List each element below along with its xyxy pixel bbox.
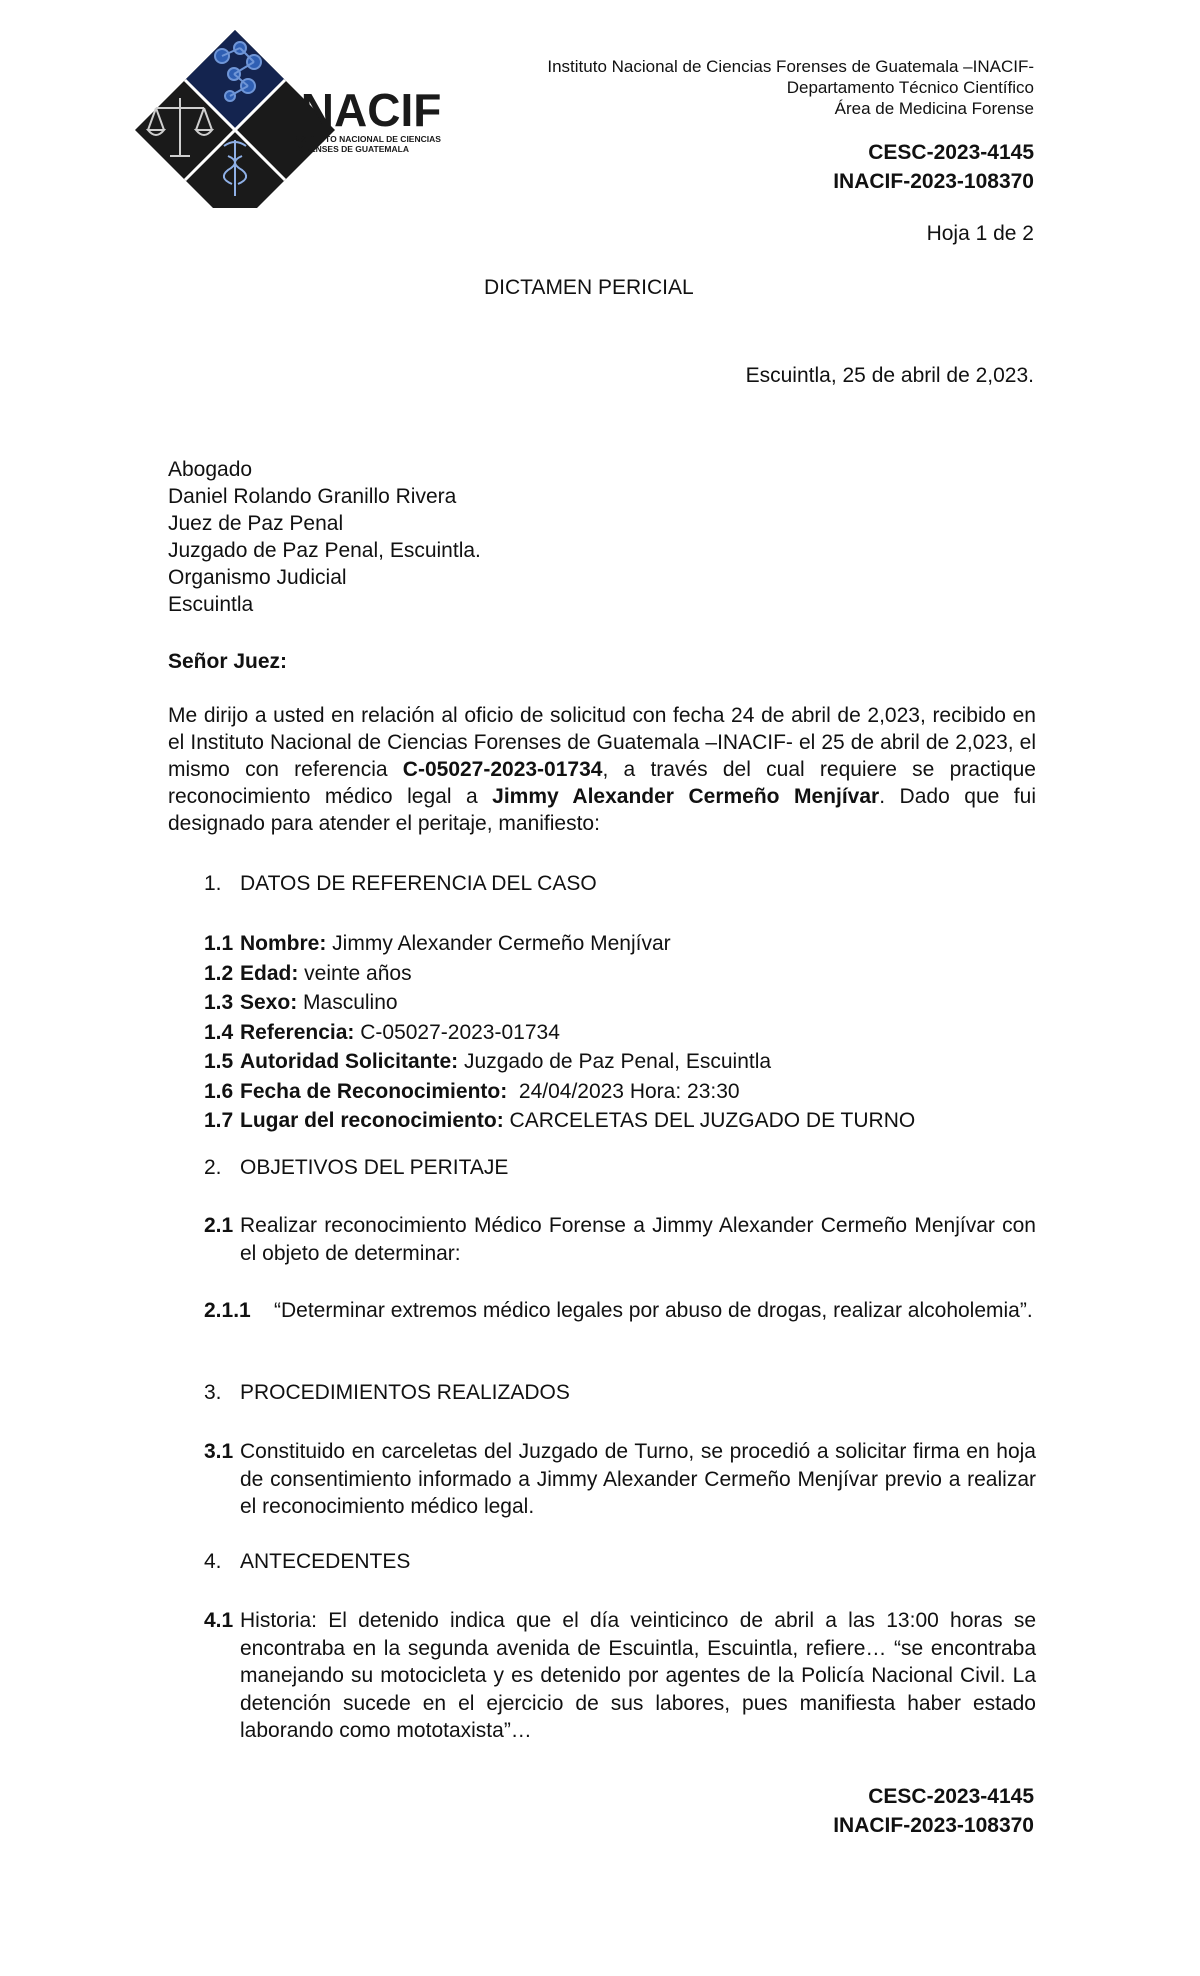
intro-text: . Dado que fui designado para atender el peritaje, manifiesto: <box>168 785 1036 835</box>
salutation: Señor Juez: <box>168 650 288 673</box>
paragraph-text: “Determinar extremos médico legales por abuso de drogas, realizar alcoholemia”. <box>274 1299 1033 1322</box>
document-title: DICTAMEN PERICIAL <box>484 276 694 299</box>
section-heading-1 <box>204 872 597 896</box>
intro-paragraph <box>168 702 1036 837</box>
case-codes-bottom <box>833 1782 1034 1840</box>
list-item: 1.6 Fecha de Reconocimiento: 24/04/2023 Hora: 23:30 <box>204 1079 740 1103</box>
intro-text: , a través del cual requiere se practique reconocimiento médico legal a <box>168 758 1036 808</box>
area-name: Área de Medicina Forense <box>834 99 1034 118</box>
department-name: Departamento Técnico Científico <box>786 78 1034 97</box>
intro-subject-name: Jimmy Alexander Cermeño Menjívar <box>492 785 880 808</box>
list-item: 1.3 Sexo: Masculino <box>204 991 398 1014</box>
paragraph-number: 2.1 <box>204 1214 234 1237</box>
paragraph-number: 3.1 <box>204 1440 234 1463</box>
section-number: 1. <box>204 872 222 895</box>
paragraph-4-1 <box>204 1607 1036 1745</box>
list-item: 1.4 Referencia: C-05027-2023-01734 <box>204 1020 560 1044</box>
paragraph-text: Historia: El detenido indica que el día veinticinco de abril a las 13:00 horas se encontraba en la segunda avenida de Escuintla, Escuintla, refiere… “se encontraba manejando su motocicleta y es detenido por agentes de la Policía Nacional Civil. La detención sucede en el ejercicio de sus labores, pues manifiesta haber estado laborando como mototaxista”… <box>240 1609 1036 1742</box>
section-title: ANTECEDENTES <box>240 1550 411 1573</box>
addressee-line: Escuintla <box>168 593 254 616</box>
page-counter: Hoja 1 de 2 <box>926 222 1034 245</box>
section-title: PROCEDIMIENTOS REALIZADOS <box>240 1381 570 1404</box>
section-heading-4 <box>204 1550 410 1574</box>
addressee-line: Abogado <box>168 458 253 481</box>
section-number: 3. <box>204 1381 222 1404</box>
section-title: DATOS DE REFERENCIA DEL CASO <box>240 872 597 895</box>
inacif-logo <box>130 28 470 208</box>
paragraph-2-1-1 <box>204 1297 1036 1325</box>
section-heading-2 <box>204 1156 508 1180</box>
cesc-code: CESC-2023-4145 <box>868 1785 1034 1808</box>
case-codes-top <box>833 138 1034 196</box>
addressee-line: Juzgado de Paz Penal, Escuintla. <box>168 539 481 562</box>
list-item: 1.2 Edad: veinte años <box>204 961 412 985</box>
institution-header <box>547 56 1034 119</box>
paragraph-text: Realizar reconocimiento Médico Forense a Jimmy Alexander Cermeño Menjívar con el objeto de determinar: <box>240 1214 1036 1265</box>
inacif-code: INACIF-2023-108370 <box>833 1814 1034 1837</box>
intro-reference: C-05027-2023-01734 <box>402 758 603 781</box>
cesc-code: CESC-2023-4145 <box>868 141 1034 164</box>
paragraph-number: 2.1.1 <box>204 1299 251 1322</box>
paragraph-number: 4.1 <box>204 1609 234 1632</box>
section-number: 4. <box>204 1550 222 1573</box>
addressee-line: Juez de Paz Penal <box>168 512 344 535</box>
case-reference-list <box>204 929 1036 1136</box>
logo-subtitle-line1: INSTITUTO NACIONAL DE CIENCIAS <box>292 134 441 144</box>
inacif-code: INACIF-2023-108370 <box>833 170 1034 193</box>
date-line: Escuintla, 25 de abril de 2,023. <box>745 364 1034 387</box>
paragraph-text: Constituido en carceletas del Juzgado de Turno, se procedió a solicitar firma en hoja de consentimiento informado a Jimmy Alexander Cermeño Menjívar previo a realizar el reconocimiento médico legal. <box>240 1440 1036 1518</box>
addressee-line: Daniel Rolando Granillo Rivera <box>168 485 457 508</box>
logo-brand-text: INACIF <box>288 84 442 136</box>
list-item: 1.7 Lugar del reconocimiento: CARCELETAS DEL JUZGADO DE TURNO <box>204 1109 916 1132</box>
logo-subtitle-line2: FORENSES DE GUATEMALA <box>292 144 409 154</box>
section-number: 2. <box>204 1156 222 1179</box>
intro-text: Me dirijo a usted en relación al oficio de solicitud con fecha 24 de abril de 2,023, recibido en el Instituto Nacional de Ciencias Forenses de Guatemala –INACIF- el 25 de abril de 2,023, el mismo con referencia <box>168 704 1036 781</box>
addressee-block <box>168 456 1036 618</box>
institution-name: Instituto Nacional de Ciencias Forenses de Guatemala –INACIF- <box>547 57 1034 76</box>
paragraph-3-1 <box>204 1438 1036 1521</box>
addressee-line: Organismo Judicial <box>168 566 347 589</box>
section-heading-3 <box>204 1381 570 1405</box>
list-item: 1.5 Autoridad Solicitante: Juzgado de Paz Penal, Escuintla <box>204 1050 772 1073</box>
list-item: 1.1 Nombre: Jimmy Alexander Cermeño Menjívar <box>204 932 671 955</box>
paragraph-2-1 <box>204 1212 1036 1267</box>
section-title: OBJETIVOS DEL PERITAJE <box>240 1156 509 1179</box>
